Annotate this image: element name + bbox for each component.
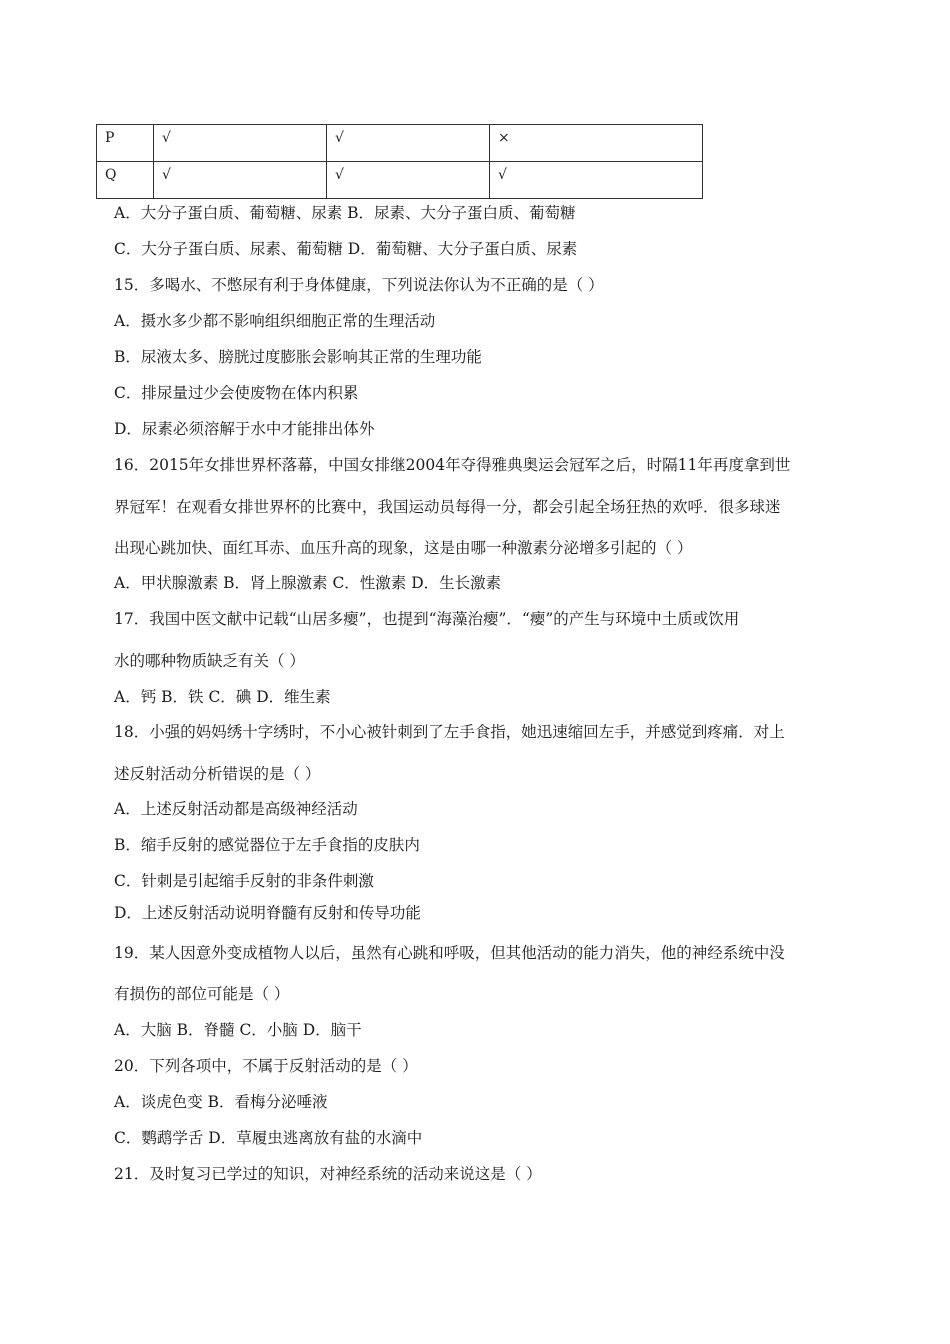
option-line: C．大分子蛋白质、尿素、葡萄糖 D．葡萄糖、大分子蛋白质、尿素 — [114, 240, 578, 258]
question-16-cont: 出现心跳加快、面红耳赤、血压升高的现象，这是由哪一种激素分泌增多引起的（ ） — [114, 539, 693, 557]
option-line: A．甲状腺激素 B．肾上腺激素 C．性激素 D．生长激素 — [114, 574, 502, 592]
question-19: 19．某人因意外变成植物人以后，虽然有心跳和呼吸，但其他活动的能力消失，他的神经系统中没 — [114, 944, 785, 962]
question-17: 17．我国中医文献中记载“山居多瘿”，也提到“海藻治瘿”．“瘿”的产生与环境中土质或饮用 — [114, 610, 740, 628]
table-cell: Q — [97, 162, 154, 199]
table-cell: × — [490, 125, 703, 162]
table-cell: √ — [154, 162, 327, 199]
question-19-cont: 有损伤的部位可能是（ ） — [114, 985, 290, 1003]
question-18: 18．小强的妈妈绣十字绣时，不小心被针刺到了左手食指，她迅速缩回左手，并感觉到疼痛．对上 — [114, 723, 785, 741]
table-cell: √ — [154, 125, 327, 162]
table-cell: √ — [490, 162, 703, 199]
comparison-table — [96, 124, 703, 199]
question-16-cont: 界冠军！在观看女排世界杯的比赛中，我国运动员每得一分，都会引起全场狂热的欢呼．很多球迷 — [114, 498, 781, 516]
question-18-cont: 述反射活动分析错误的是（ ） — [114, 765, 321, 783]
question-16: 16．2015年女排世界杯落幕，中国女排继2004年夺得雅典奥运会冠军之后，时隔11年再度拿到世 — [114, 456, 791, 474]
option-line: A．摄水多少都不影响组织细胞正常的生理活动 — [114, 312, 436, 330]
option-line: D．尿素必须溶解于水中才能排出体外 — [114, 420, 375, 438]
option-line: A．谈虎色变 B．看梅分泌唾液 — [114, 1093, 328, 1111]
option-line: C．针刺是引起缩手反射的非条件刺激 — [114, 872, 374, 890]
option-line: A．上述反射活动都是高级神经活动 — [114, 800, 358, 818]
option-line: B．尿液太多、膀胱过度膨胀会影响其正常的生理功能 — [114, 348, 482, 366]
table-row — [97, 125, 703, 162]
table-cell: P — [97, 125, 154, 162]
question-17-cont: 水的哪种物质缺乏有关（ ） — [114, 652, 305, 670]
table-row — [97, 162, 703, 199]
option-line: C．鹦鹉学舌 D．草履虫逃离放有盐的水滴中 — [114, 1129, 423, 1147]
option-line: D．上述反射活动说明脊髓有反射和传导功能 — [114, 904, 421, 922]
option-line: A．大分子蛋白质、葡萄糖、尿素 B．尿素、大分子蛋白质、葡萄糖 — [114, 204, 576, 222]
option-line: B．缩手反射的感觉器位于左手食指的皮肤内 — [114, 836, 420, 854]
option-line: C．排尿量过少会使废物在体内积累 — [114, 384, 359, 402]
option-line: A．钙 B．铁 C．碘 D．维生素 — [114, 688, 331, 706]
table-cell: √ — [327, 162, 490, 199]
table-cell: √ — [327, 125, 490, 162]
question-21: 21．及时复习已学过的知识，对神经系统的活动来说这是（ ） — [114, 1165, 542, 1183]
question-20: 20．下列各项中，不属于反射活动的是（ ） — [114, 1057, 418, 1075]
question-15: 15．多喝水、不憋尿有利于身体健康，下列说法你认为不正确的是（ ） — [114, 276, 604, 294]
option-line: A．大脑 B．脊髓 C．小脑 D．脑干 — [114, 1021, 362, 1039]
